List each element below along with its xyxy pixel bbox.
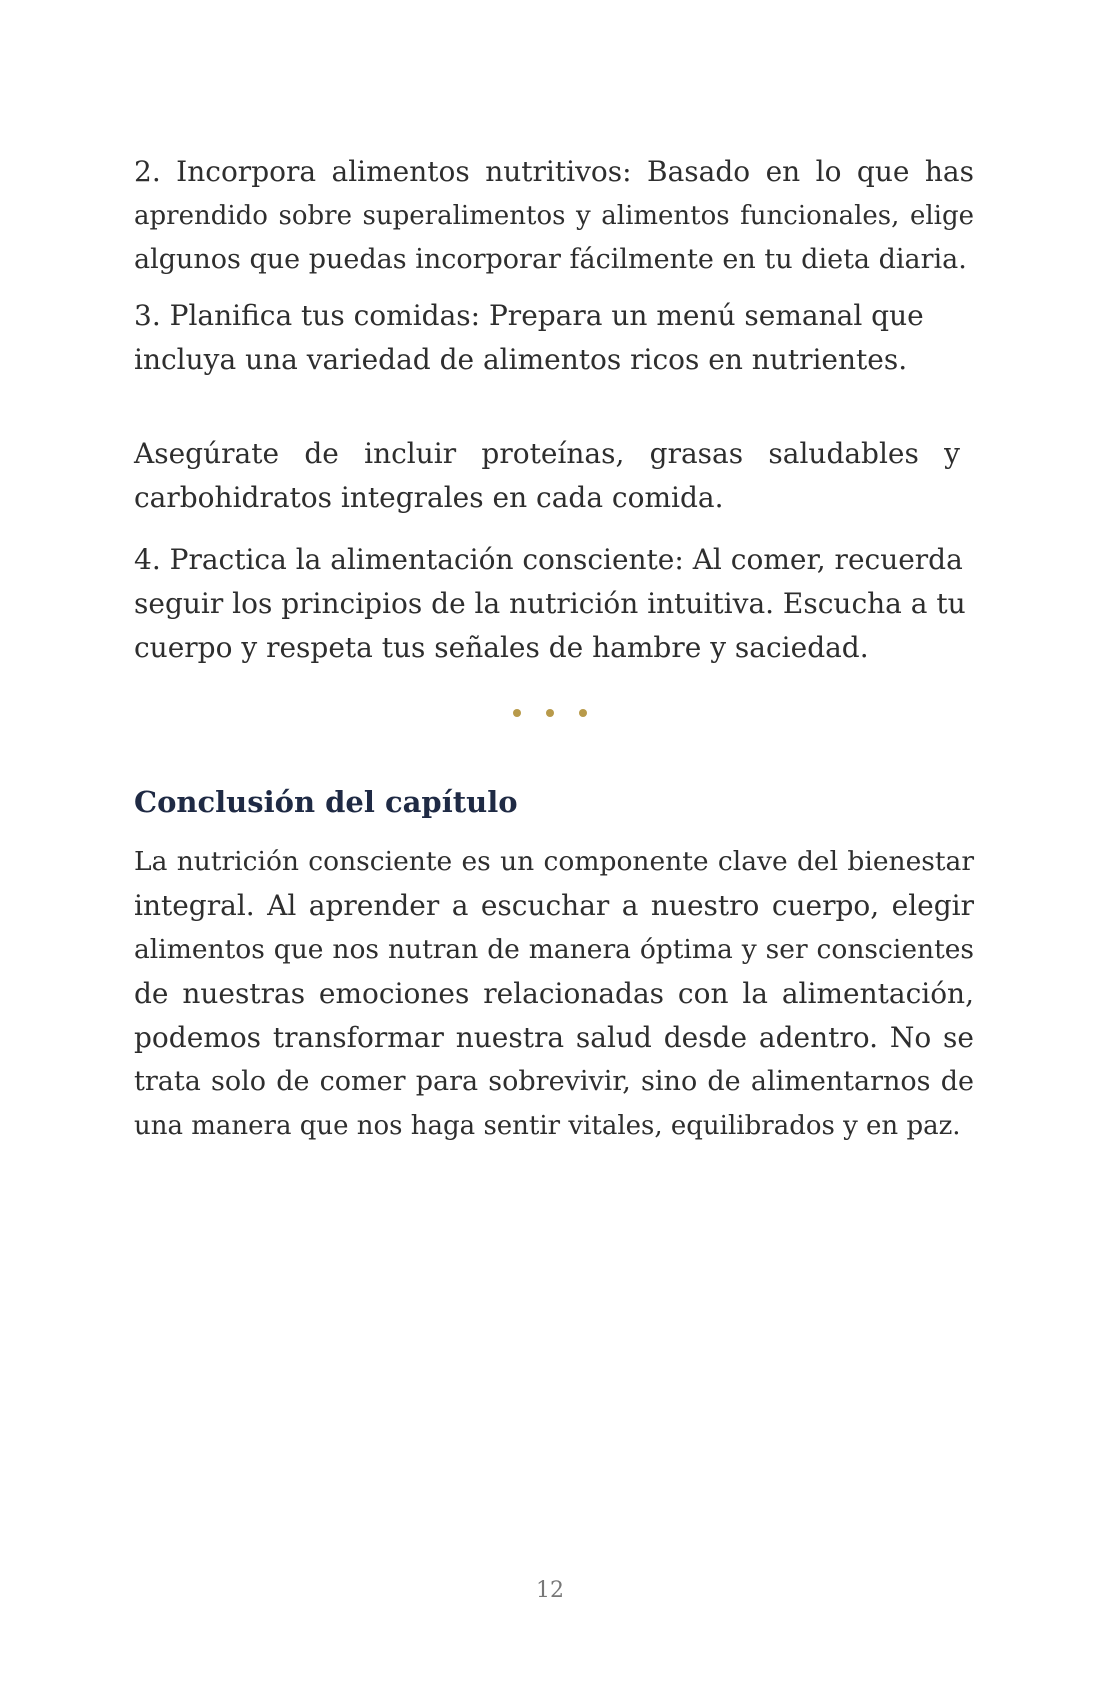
- text-line: 3. Planifica tus comidas: Prepara un menú semanal que: [134, 299, 924, 332]
- text-line: seguir los principios de la nutrición intuitiva. Escucha a tu: [134, 587, 966, 620]
- text-line: trata solo de comer para sobrevivir, sino de alimentarnos de: [134, 1066, 974, 1097]
- page-number: 12: [536, 1578, 564, 1603]
- text-line: aprendido sobre superalimentos y alimentos funcionales, elige: [134, 201, 974, 231]
- text-line: Asegúrate de incluir proteínas, grasas saludables y: [134, 437, 960, 470]
- text-line: carbohidratos integrales en cada comida.: [134, 481, 724, 514]
- text-line: 2. Incorpora alimentos nutritivos: Basado en lo que has: [134, 155, 974, 188]
- text-line: podemos transformar nuestra salud desde adentro. No se: [134, 1021, 974, 1054]
- dot: [546, 709, 554, 717]
- text-line: cuerpo y respeta tus señales de hambre y saciedad.: [134, 631, 869, 664]
- dot: [579, 709, 587, 717]
- text-line: alimentos que nos nutran de manera óptima y ser conscientes: [134, 934, 974, 965]
- list-item-2: [134, 150, 974, 282]
- text-line: integral. Al aprender a escuchar a nuestro cuerpo, elegir: [134, 889, 974, 922]
- text-line: 4. Practica la alimentación consciente: Al comer, recuerda: [134, 543, 963, 576]
- list-item-3: [134, 294, 974, 382]
- list-item-3-continuation: [134, 432, 960, 520]
- conclusion-paragraph: [134, 840, 974, 1148]
- ellipsis-dots-icon: [0, 702, 1100, 722]
- dot: [513, 709, 521, 717]
- section-heading: Conclusión del capítulo: [134, 785, 518, 819]
- text-line: La nutrición consciente es un componente clave del bienestar: [134, 846, 974, 877]
- list-item-4: [134, 538, 974, 670]
- text-line: incluya una variedad de alimentos ricos en nutrientes.: [134, 343, 908, 376]
- text-line: una manera que nos haga sentir vitales, equilibrados y en paz.: [134, 1111, 961, 1141]
- text-line: de nuestras emociones relacionadas con la alimentación,: [134, 977, 974, 1010]
- text-line: algunos que puedas incorporar fácilmente en tu dieta diaria.: [134, 244, 967, 275]
